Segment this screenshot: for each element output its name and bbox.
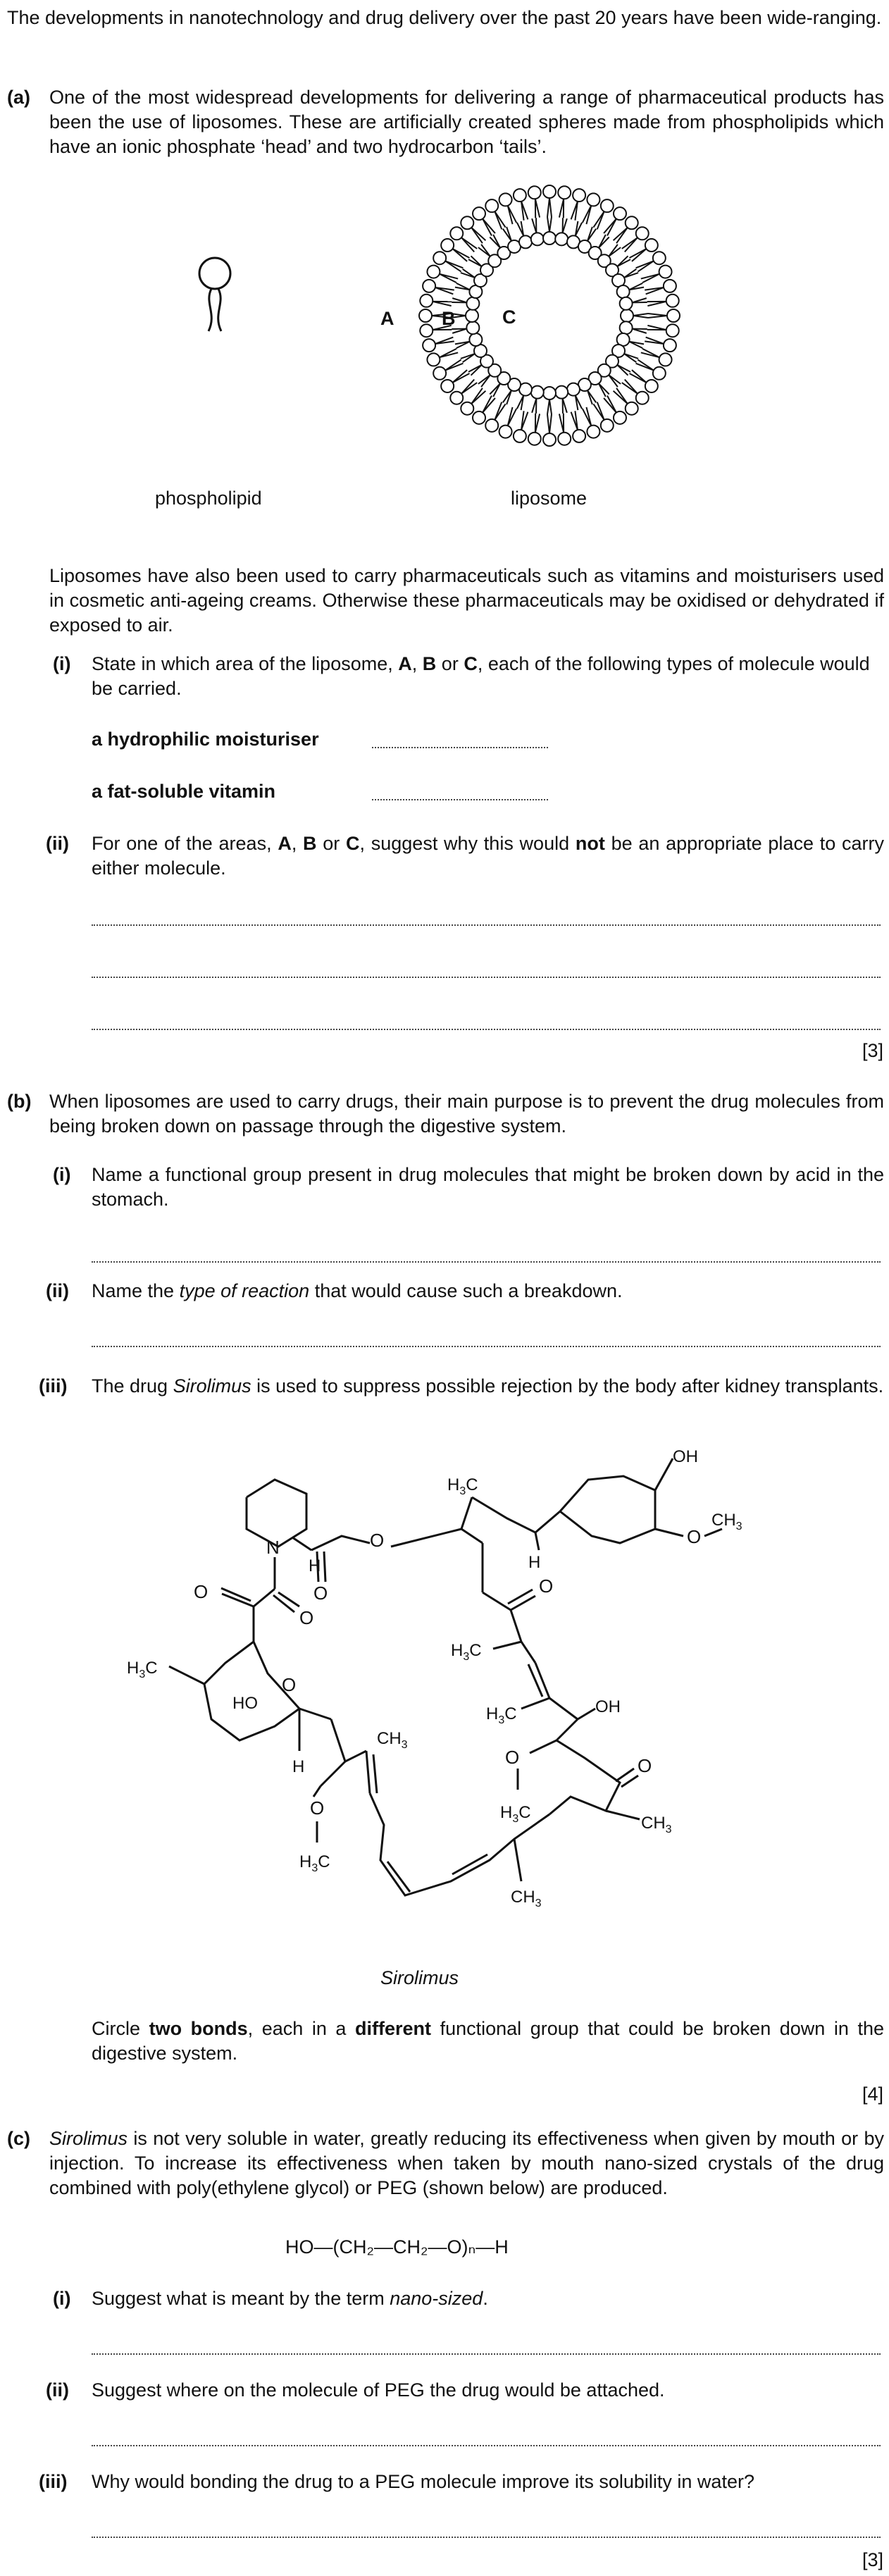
part-a-i-question: State in which area of the liposome, A, B or C, each of the following types of molecule would be carried. (92, 653, 870, 700)
part-b-i-label: (i) (53, 1164, 71, 1185)
lipid-tail (588, 227, 592, 241)
svg-text:H3C: $H_3C$ (127, 1659, 158, 1680)
part-b-i-question: Name a functional group present in drug molecules that might be broken down by acid in the stomach. (92, 1164, 884, 1210)
lipid-head (620, 321, 633, 334)
lipid-head (636, 392, 649, 404)
lipid-head (645, 380, 658, 392)
svg-text:H3C: $H_3C$ (500, 1803, 531, 1825)
svg-text:O: O (299, 1607, 314, 1628)
lipid-head (555, 386, 568, 399)
lipid-head (420, 324, 433, 337)
lipid-head (466, 297, 479, 310)
lipid-head (499, 193, 512, 206)
answer-line[interactable] (92, 2445, 881, 2446)
part-b-marks: [4] (862, 2083, 883, 2105)
lipid-head (653, 367, 666, 380)
answer-line[interactable] (92, 1029, 881, 1030)
part-a-text: One of the most widespread developments for delivering a range of pharmaceutical products has been the use of liposomes. These are artificially created spheres made from phospholipids which have an ionic phosphate ‘head’ and two hydrocarbon ‘tails’. (49, 87, 884, 158)
lipid-head (659, 353, 672, 366)
svg-text:O: O (505, 1747, 520, 1768)
answer-line-moisturiser[interactable] (372, 747, 548, 748)
lipid-head (528, 433, 541, 445)
lipid-head (666, 295, 679, 307)
part-c-iii-label: (iii) (39, 2471, 68, 2492)
lipid-head (450, 227, 463, 240)
answer-line[interactable] (92, 924, 881, 926)
lipid-head (441, 380, 454, 392)
lipid-head (543, 433, 556, 446)
svg-text:HO: HO (232, 1694, 258, 1713)
answer-line[interactable] (92, 2353, 881, 2355)
lipid-head (499, 426, 512, 438)
lipid-head (543, 232, 556, 244)
lipid-tail (588, 390, 596, 402)
svg-text:CH3: $CH_3$ (511, 1888, 542, 1909)
lipid-tail (547, 217, 549, 232)
lipid-head (514, 189, 526, 202)
part-b-iii-instruction: Circle two bonds, each in a different functional group that could be broken down in the digestive system. (92, 2018, 884, 2064)
svg-text:O: O (370, 1530, 385, 1551)
lipid-head (461, 216, 473, 229)
svg-text:O: O (539, 1575, 554, 1597)
lipid-head (531, 386, 544, 399)
lipid-head (664, 339, 676, 352)
part-a-marks: [3] (862, 1040, 883, 1061)
part-c-i-label: (i) (53, 2288, 71, 2309)
lipid-tail (648, 314, 667, 316)
lipid-head (485, 199, 498, 212)
svg-text:O: O (194, 1581, 209, 1602)
lipid-head (466, 321, 479, 334)
lipid-tail (463, 354, 475, 362)
part-a-ii-label: (ii) (46, 833, 69, 854)
svg-text:OH: OH (673, 1447, 698, 1466)
lipid-head (645, 239, 658, 252)
lipid-head (601, 419, 614, 432)
liposome-area-b-label: B (442, 308, 456, 329)
part-b-ii-label: (ii) (46, 1280, 69, 1301)
lipid-head (614, 411, 626, 424)
lipid-tail (506, 390, 511, 404)
lipid-head (427, 353, 440, 366)
lipid-head (587, 426, 599, 438)
lipid-head (587, 193, 599, 206)
phospholipid-diagram (183, 254, 247, 345)
lipid-head (573, 430, 585, 442)
part-a-i-label: (i) (53, 653, 71, 674)
lipid-head (567, 383, 580, 396)
lipid-head (601, 199, 614, 212)
liposome-area-c-label: C (502, 306, 516, 328)
answer-line-vitamin[interactable] (372, 799, 548, 800)
part-b-label: (b) (7, 1091, 32, 1112)
svg-text:O: O (638, 1755, 652, 1776)
svg-text:H: H (309, 1556, 321, 1575)
svg-text:CH3: $CH_3$ (377, 1729, 408, 1751)
lipid-head (664, 280, 676, 292)
lipid-head (573, 189, 585, 202)
part-c-marks: [3] (862, 2549, 883, 2570)
lipid-head (626, 402, 638, 415)
svg-text:H3C: $H_3C$ (451, 1641, 482, 1663)
lipid-head (485, 419, 498, 432)
part-c-ii-label: (ii) (46, 2379, 69, 2401)
lipid-head (423, 280, 435, 292)
svg-text:CH3: $CH_3$ (711, 1511, 742, 1532)
part-c-label: (c) (7, 2128, 30, 2149)
lipid-head (621, 309, 633, 322)
lipid-tail (549, 414, 552, 433)
lipid-head (427, 266, 440, 278)
lipid-head (528, 186, 541, 199)
lipid-head (659, 266, 672, 278)
lipid-head (469, 333, 482, 346)
part-b-iii-label: (iii) (39, 1375, 68, 1397)
lipid-head (626, 216, 638, 229)
lipid-tail (624, 354, 638, 359)
lipid-head (555, 233, 568, 245)
lipid-tail (547, 198, 549, 217)
lipid-head (433, 367, 446, 380)
lipid-head (620, 297, 633, 310)
answer-line[interactable] (92, 1346, 881, 1347)
fat-soluble-vitamin-label: a fat-soluble vitamin (92, 781, 276, 802)
liposome-area-a-label: A (380, 308, 394, 329)
svg-text:H: H (292, 1757, 305, 1776)
svg-text:OH: OH (595, 1697, 621, 1716)
part-c-i-question: Suggest what is meant by the term nano-sized. (92, 2288, 488, 2309)
lipid-head (667, 309, 680, 322)
lipid-tail (624, 269, 636, 278)
lipid-head (558, 186, 571, 199)
svg-text:O: O (282, 1674, 297, 1695)
lipid-head (423, 339, 435, 352)
part-c-text: Sirolimus is not very soluble in water, greatly reducing its effectiveness when given by mouth or by injection. To increase its effectiveness when taken by mouth nano-sized crystals of the drug combined with poly(ethylene glycol) or PEG (shown below) are produced. (49, 2128, 884, 2199)
part-c-ii-question: Suggest where on the molecule of PEG the drug would be attached. (92, 2379, 665, 2401)
lipid-head (433, 252, 446, 264)
lipid-tail (461, 273, 475, 278)
lipid-head (473, 411, 485, 424)
lipid-head (420, 295, 433, 307)
lipid-tail (503, 229, 511, 241)
svg-text:N: N (266, 1537, 280, 1558)
lipid-head (450, 392, 463, 404)
lipid-tail (549, 400, 552, 414)
lipid-head (461, 402, 473, 415)
svg-text:O: O (687, 1526, 702, 1547)
lipid-head (531, 233, 544, 245)
lipid-head (558, 433, 571, 445)
lipid-head (543, 185, 556, 198)
answer-line[interactable] (92, 977, 881, 978)
answer-line[interactable] (92, 2537, 881, 2538)
sirolimus-structure (127, 1430, 740, 1952)
answer-line[interactable] (92, 1261, 881, 1263)
lipid-head (441, 239, 454, 252)
lipid-head (653, 252, 666, 264)
lipid-head (617, 285, 630, 298)
svg-text:H3C: $H_3C$ (486, 1704, 517, 1726)
intro-text: The developments in nanotechnology and drug delivery over the past 20 years have been wide-ranging. (7, 7, 882, 28)
lipid-head (666, 324, 679, 337)
svg-text:O: O (313, 1583, 328, 1604)
liposome-caption: liposome (511, 488, 588, 509)
lipid-tail (633, 314, 648, 316)
part-b-ii-question: Name the type of reaction that would cause such a breakdown. (92, 1280, 623, 1301)
peg-formula: HO—(CH₂—CH₂—O)ₙ—H (285, 2236, 509, 2258)
lipid-head (466, 309, 478, 322)
lipid-head (543, 387, 556, 400)
part-c-iii-question: Why would bonding the drug to a PEG molecule improve its solubility in water? (92, 2471, 754, 2492)
part-b-iii-question: The drug Sirolimus is used to suppress possible rejection by the body after kidney transplants. (92, 1375, 884, 1397)
sirolimus-caption: Sirolimus (380, 1967, 459, 1988)
lipid-head (419, 309, 432, 322)
phospholipid-caption: phospholipid (155, 488, 262, 509)
part-a-ii-question: For one of the areas, A, B or C, suggest why this would not be an appropriate place to carry either molecule. (92, 833, 884, 879)
svg-text:H3C: $H_3C$ (299, 1852, 330, 1874)
svg-text:CH3: $CH_3$ (641, 1814, 672, 1835)
lipid-head (519, 235, 532, 248)
lipid-head (514, 430, 526, 442)
svg-text:O: O (310, 1797, 325, 1819)
part-a-label: (a) (7, 87, 30, 108)
svg-text:H: H (528, 1553, 541, 1572)
lipid-head (636, 227, 649, 240)
part-a-text-2: Liposomes have also been used to carry pharmaceuticals such as vitamins and moisturisers used in cosmetic anti-ageing creams. Otherwise these pharmaceuticals may be oxidised or dehydrated if exposed to air. (49, 565, 884, 636)
lipid-head (473, 207, 485, 220)
svg-text:H3C: $H_3C$ (447, 1475, 478, 1497)
lipid-head (614, 207, 626, 220)
part-b-text: When liposomes are used to carry drugs, their main purpose is to prevent the drug molecules from being broken down on passage through the digestive system. (49, 1091, 884, 1137)
hydrophilic-moisturiser-label: a hydrophilic moisturiser (92, 729, 319, 750)
